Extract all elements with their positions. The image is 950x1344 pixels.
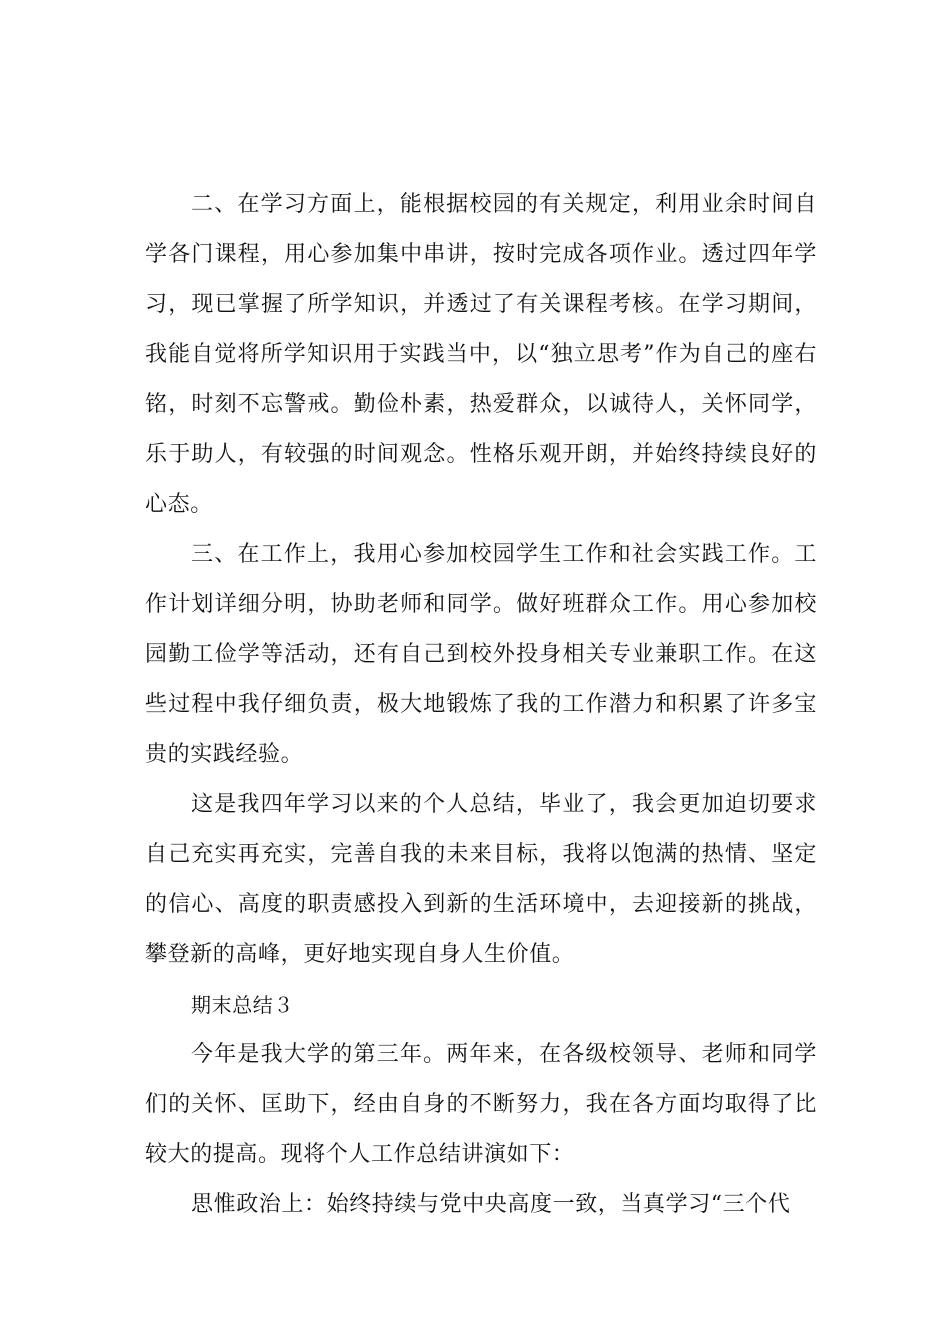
paragraph-third-year: 今年是我大学的第三年。两年来，在各级校领导、老师和同学们的关怀、匡助下，经由自身的不断努力，我在各方面均取得了比较大的提高。现将个人工作总结讲演如下： — [145, 1042, 817, 1167]
section-heading: 期末总结３ — [191, 993, 294, 1017]
paragraph-politics: 思惟政治上：始终持续与党中央高度一致，当真学习“三个代 — [191, 1192, 791, 1217]
paragraph-summary: 这是我四年学习以来的个人总结，毕业了，我会更加迫切要求自己充实再充实，完善自我的未来目标，我将以饱满的热情、坚定的信心、高度的职责感投入到新的生活环境中，去迎接新的挑战，攀登新的高峰，更好地实现自身人生价值。 — [145, 792, 817, 967]
paragraph-study: 二、在学习方面上，能根据校园的有关规定，利用业余时间自学各门课程，用心参加集中串讲，按时完成各项作业。透过四年学习，现已掌握了所学知识，并透过了有关课程考核。在学习期间，我能自觉将所学知识用于实践当中，以“独立思考”作为自己的座右铭，时刻不忘警戒。勤俭朴素，热爱群众，以诚待人，关怀同学，乐于助人，有较强的时间观念。性格乐观开朗，并始终持续良好的心态。 — [145, 192, 817, 517]
document-body — [145, 180, 817, 1230]
paragraph-work: 三、在工作上，我用心参加校园学生工作和社会实践工作。工作计划详细分明，协助老师和同学。做好班群众工作。用心参加校园勤工俭学等活动，还有自己到校外投身相关专业兼职工作。在这些过程中我仔细负责，极大地锻炼了我的工作潜力和积累了许多宝贵的实践经验。 — [145, 542, 817, 767]
